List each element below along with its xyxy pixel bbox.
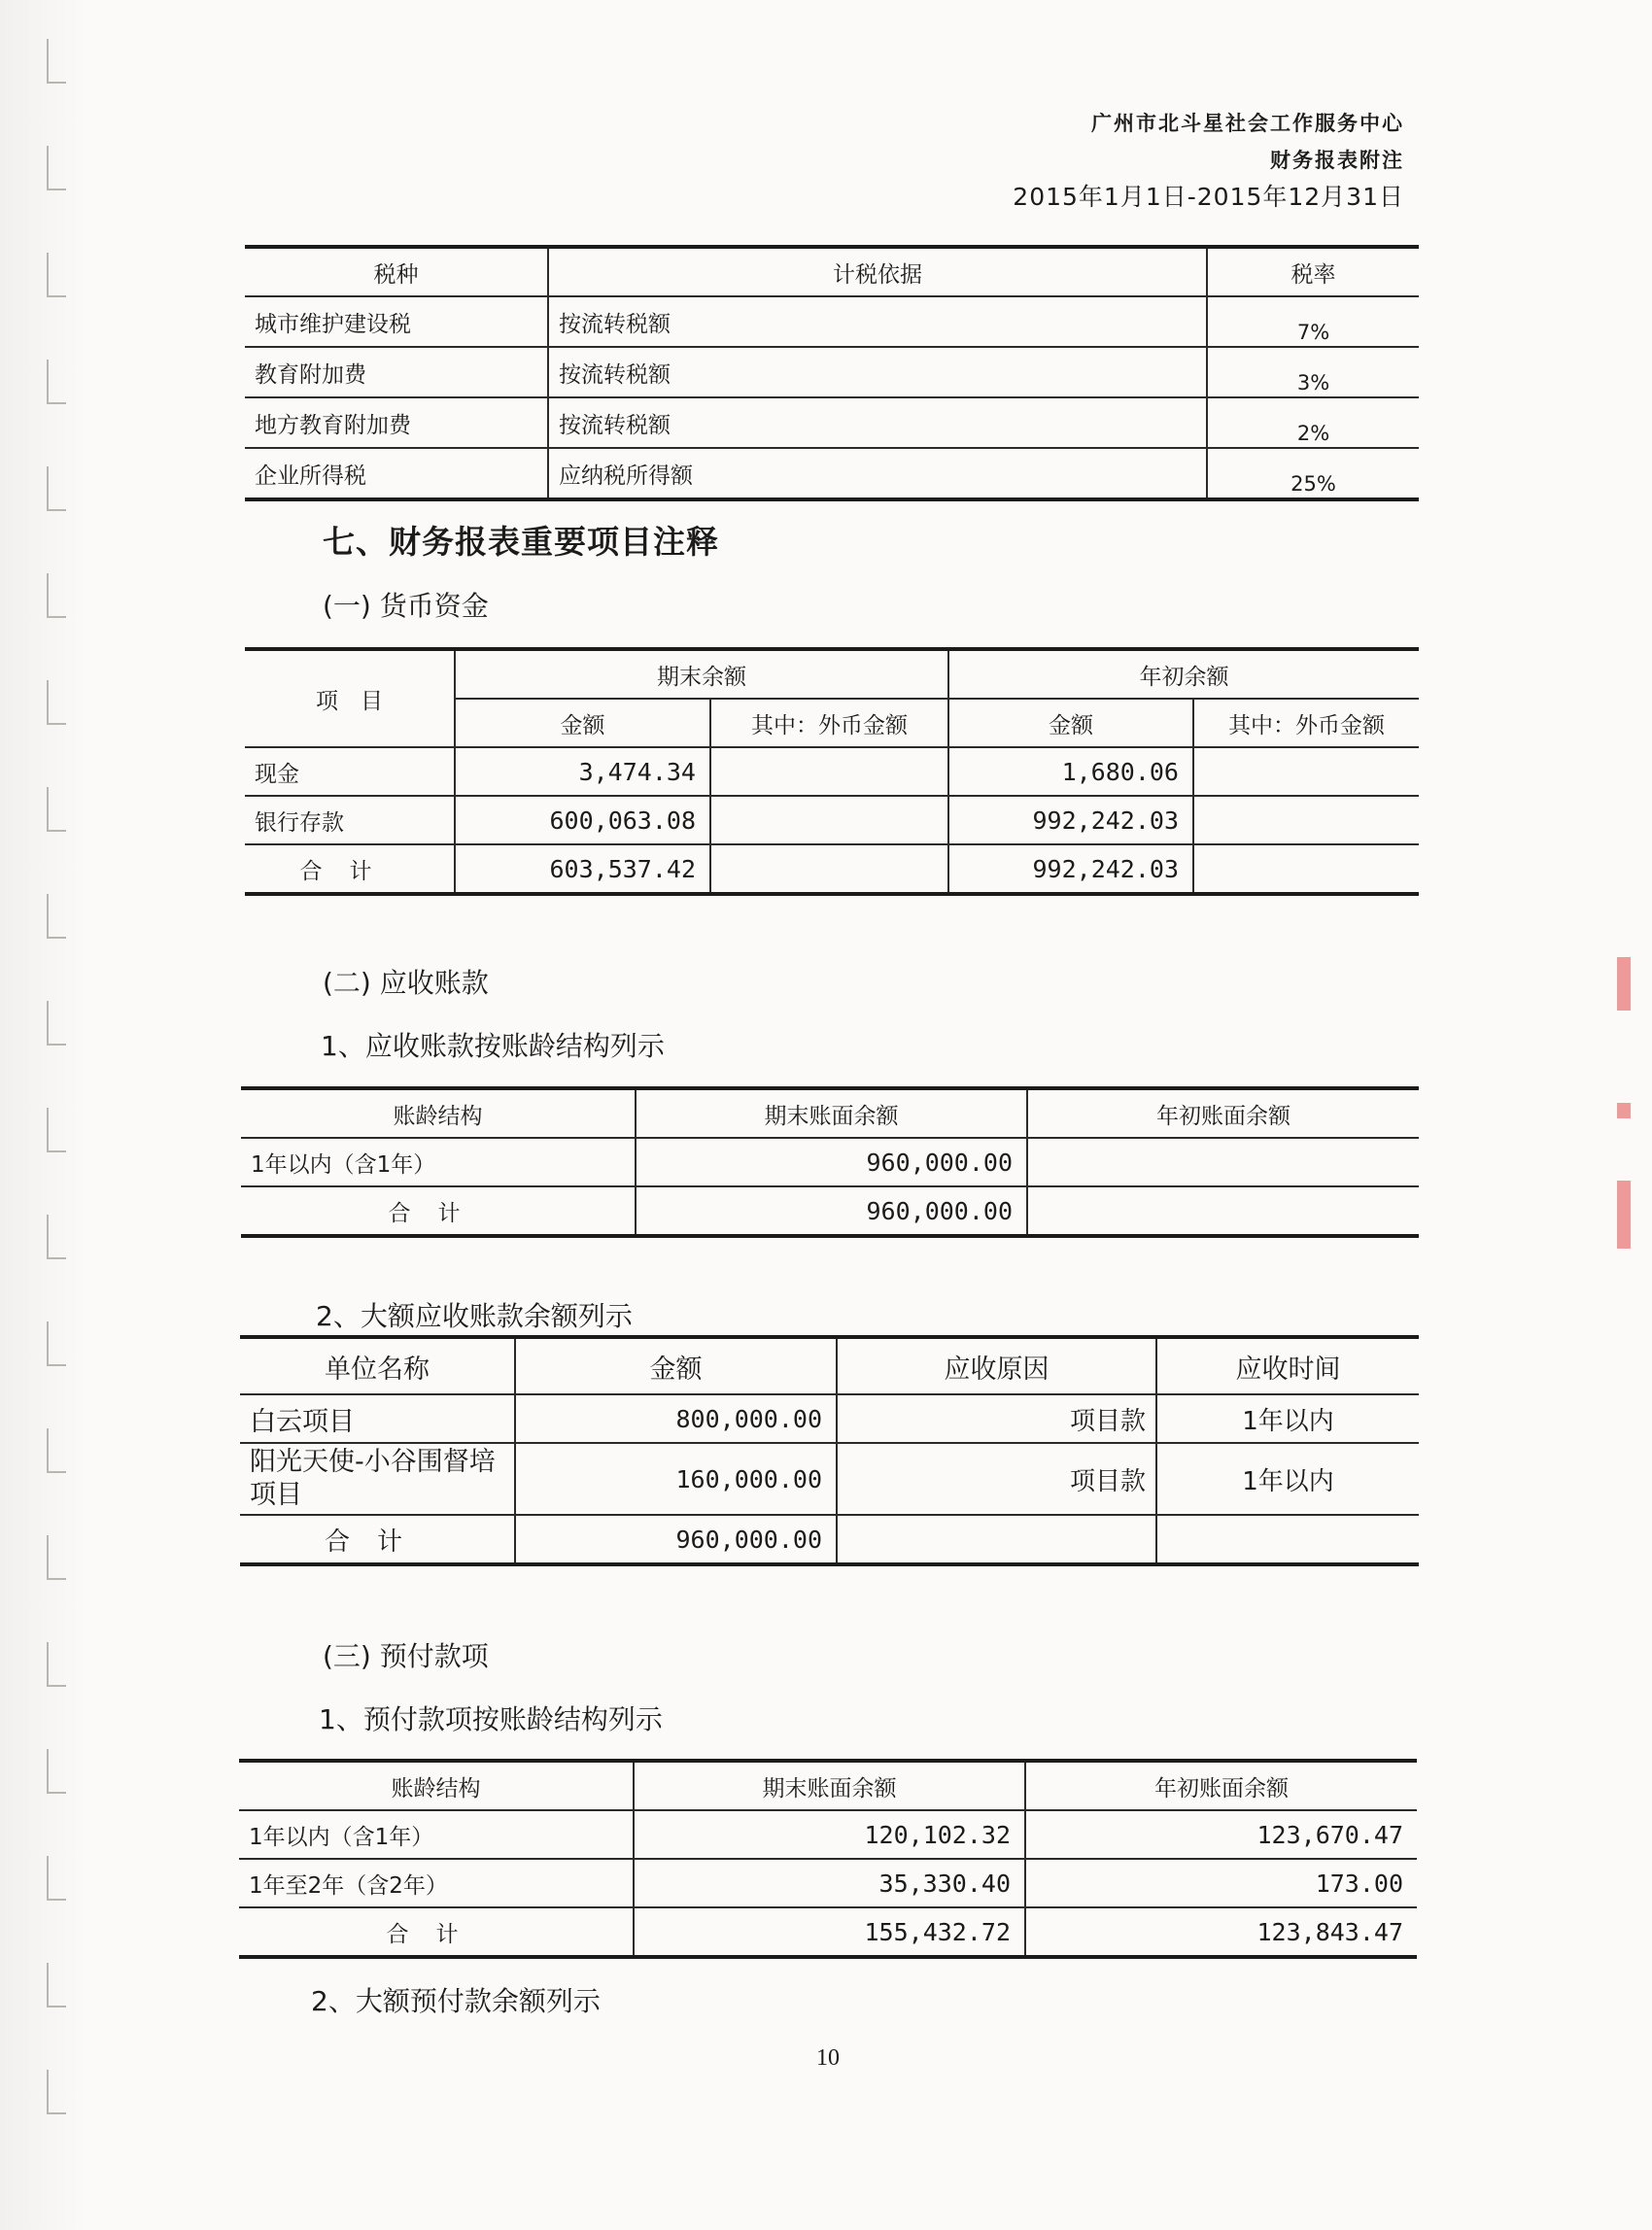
unit-name: 阳光天使-小谷围督培项目	[240, 1443, 515, 1515]
column-header: 期末账面余额	[634, 1761, 1025, 1810]
column-header: 应收时间	[1156, 1337, 1419, 1394]
column-header: 年初账面余额	[1025, 1761, 1417, 1810]
begin-foreign	[1193, 844, 1419, 894]
binding-hole	[47, 253, 66, 297]
subsection-subtitle: 2、大额应收账款余额列示	[316, 1300, 633, 1332]
end-amount: 603,537.42	[455, 844, 710, 894]
tax-rate: 25%	[1207, 448, 1419, 499]
binding-hole	[47, 573, 66, 618]
table-header-row	[245, 247, 1419, 296]
red-stamp-edge	[1617, 1181, 1631, 1249]
total-row	[239, 1907, 1417, 1957]
begin-amount: 992,242.03	[948, 796, 1193, 844]
end-balance: 960,000.00	[636, 1186, 1027, 1236]
tax-basis: 按流转税额	[548, 296, 1207, 347]
tax-basis: 按流转税额	[548, 347, 1207, 397]
end-balance: 120,102.32	[634, 1810, 1025, 1859]
binding-hole	[47, 1001, 66, 1046]
column-header-begin-balance: 年初余额	[948, 649, 1419, 699]
begin-balance: 123,843.47	[1025, 1907, 1417, 1957]
subsection-subtitle: 2、大额预付款余额列示	[311, 1985, 601, 2017]
document-type: 财务报表附注	[1270, 149, 1404, 172]
subsection-subtitle: 1、预付款项按账龄结构列示	[319, 1703, 663, 1735]
amount: 960,000.00	[515, 1515, 837, 1564]
column-header-amount: 金额	[948, 699, 1193, 747]
begin-balance: 123,670.47	[1025, 1810, 1417, 1859]
table-row	[245, 347, 1419, 397]
table-header-row	[239, 1761, 1417, 1810]
tax-basis: 应纳税所得额	[548, 448, 1207, 499]
table-row	[240, 1443, 1419, 1515]
end-balance: 960,000.00	[636, 1138, 1027, 1186]
end-amount: 600,063.08	[455, 796, 710, 844]
table-header-row	[241, 1088, 1419, 1138]
tax-type: 地方教育附加费	[245, 397, 548, 448]
column-header: 金额	[515, 1337, 837, 1394]
receivable-period: 1年以内	[1156, 1394, 1419, 1443]
column-header: 账龄结构	[241, 1088, 636, 1138]
end-balance: 155,432.72	[634, 1907, 1025, 1957]
amount: 800,000.00	[515, 1394, 837, 1443]
column-header-foreign: 其中：外币金额	[710, 699, 948, 747]
table-row	[245, 796, 1419, 844]
table-row	[245, 747, 1419, 796]
binding-hole	[47, 680, 66, 725]
column-header: 账龄结构	[239, 1761, 634, 1810]
end-amount: 3,474.34	[455, 747, 710, 796]
end-foreign	[710, 844, 948, 894]
table-row	[241, 1138, 1419, 1186]
total-label: 合计	[240, 1515, 515, 1564]
tax-basis: 按流转税额	[548, 397, 1207, 448]
aging-bucket: 1年以内（含1年）	[241, 1138, 636, 1186]
binding-hole	[47, 1642, 66, 1687]
begin-foreign	[1193, 796, 1419, 844]
binding-hole	[47, 1321, 66, 1366]
column-header: 期末账面余额	[636, 1088, 1027, 1138]
total-label: 合计	[245, 844, 455, 894]
begin-foreign	[1193, 747, 1419, 796]
red-stamp-edge	[1617, 1103, 1631, 1118]
page-number: 10	[816, 2045, 840, 2071]
column-header: 税种	[245, 247, 548, 296]
binding-hole	[47, 1215, 66, 1259]
binding-hole	[47, 2070, 66, 2114]
end-foreign	[710, 796, 948, 844]
column-header: 税率	[1207, 247, 1419, 296]
tax-rate: 3%	[1207, 347, 1419, 397]
binding-margin	[0, 0, 87, 2230]
binding-hole	[47, 1535, 66, 1580]
large-receivables-table	[240, 1335, 1419, 1566]
item-name: 现金	[245, 747, 455, 796]
tax-rate: 2%	[1207, 397, 1419, 448]
subsection-subtitle: 1、应收账款按账龄结构列示	[321, 1030, 665, 1062]
table-header-row	[240, 1337, 1419, 1394]
binding-hole	[47, 787, 66, 832]
end-balance: 35,330.40	[634, 1859, 1025, 1907]
cash-table	[245, 647, 1419, 896]
receivable-period: 1年以内	[1156, 1443, 1419, 1515]
table-row	[239, 1859, 1417, 1907]
subsection-title: (二) 应收账款	[323, 967, 489, 999]
tax-rate: 7%	[1207, 296, 1419, 347]
binding-hole	[47, 894, 66, 939]
begin-balance	[1027, 1138, 1419, 1186]
table-row	[239, 1810, 1417, 1859]
total-label: 合计	[239, 1907, 634, 1957]
prepayment-aging-table	[239, 1759, 1417, 1959]
total-label: 合计	[241, 1186, 636, 1236]
table-row	[245, 448, 1419, 499]
table-header-row	[245, 649, 1419, 699]
total-row	[241, 1186, 1419, 1236]
binding-hole	[47, 146, 66, 190]
begin-balance	[1027, 1186, 1419, 1236]
end-foreign	[710, 747, 948, 796]
binding-hole	[47, 360, 66, 404]
subsection-title: (一) 货币资金	[323, 590, 489, 622]
begin-amount: 992,242.03	[948, 844, 1193, 894]
column-header-item: 项 目	[245, 649, 455, 747]
table-row	[240, 1394, 1419, 1443]
unit-name: 白云项目	[240, 1394, 515, 1443]
subsection-title: (三) 预付款项	[323, 1640, 489, 1672]
aging-bucket: 1年至2年（含2年）	[239, 1859, 634, 1907]
aging-bucket: 1年以内（含1年）	[239, 1810, 634, 1859]
column-header-end-balance: 期末余额	[455, 649, 948, 699]
tax-rate-table	[245, 245, 1419, 501]
column-header-amount: 金额	[455, 699, 710, 747]
receivable-period	[1156, 1515, 1419, 1564]
column-header: 应收原因	[837, 1337, 1156, 1394]
column-header: 单位名称	[240, 1337, 515, 1394]
table-row	[245, 296, 1419, 347]
receivables-aging-table	[241, 1086, 1419, 1238]
binding-hole	[47, 1428, 66, 1473]
total-row	[240, 1515, 1419, 1564]
amount: 160,000.00	[515, 1443, 837, 1515]
red-stamp-edge	[1617, 957, 1631, 1011]
reporting-period: 2015年1月1日-2015年12月31日	[1013, 183, 1404, 211]
tax-type: 企业所得税	[245, 448, 548, 499]
begin-balance: 173.00	[1025, 1859, 1417, 1907]
total-row	[245, 844, 1419, 894]
item-name: 银行存款	[245, 796, 455, 844]
receivable-reason: 项目款	[837, 1443, 1156, 1515]
begin-amount: 1,680.06	[948, 747, 1193, 796]
receivable-reason	[837, 1515, 1156, 1564]
tax-type: 教育附加费	[245, 347, 548, 397]
binding-hole	[47, 466, 66, 511]
column-header: 年初账面余额	[1027, 1088, 1419, 1138]
binding-hole	[47, 1856, 66, 1901]
binding-hole	[47, 1108, 66, 1152]
document-header	[1013, 105, 1404, 216]
receivable-reason: 项目款	[837, 1394, 1156, 1443]
table-row	[245, 397, 1419, 448]
section-title: 七、财务报表重要项目注释	[323, 523, 719, 561]
column-header: 计税依据	[548, 247, 1207, 296]
binding-hole	[47, 1963, 66, 2007]
tax-type: 城市维护建设税	[245, 296, 548, 347]
organization-name: 广州市北斗星社会工作服务中心	[1091, 112, 1404, 135]
binding-hole	[47, 39, 66, 84]
binding-hole	[47, 1749, 66, 1794]
column-header-foreign: 其中：外币金额	[1193, 699, 1419, 747]
